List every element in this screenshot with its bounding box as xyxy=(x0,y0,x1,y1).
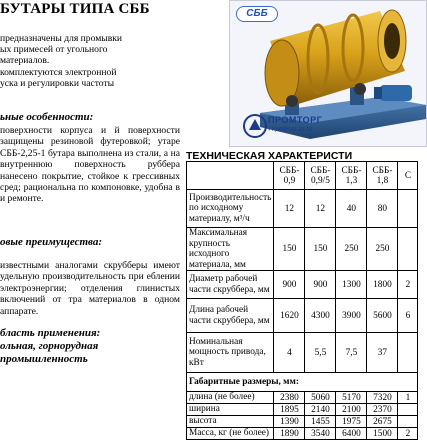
row-label: высота xyxy=(187,416,274,428)
cell: 5600 xyxy=(367,299,398,333)
table-row xyxy=(187,416,418,428)
cell xyxy=(398,190,418,228)
advantages-title: овые преимущества: xyxy=(0,236,103,248)
table-title: ТЕХНИЧЕСКАЯ ХАРАКТЕРИСТИ xyxy=(186,150,353,162)
features-title: ьные особенности: xyxy=(0,111,94,123)
intro-line: материалов. xyxy=(0,55,50,66)
advantages-text: известными аналогами скрубберы имеют удельную производительность при еблении электроэнергии; отделения глинистых включений от тра материалов в одном аппарате. xyxy=(0,260,180,317)
cell: 1390 xyxy=(274,416,305,428)
row-label: Производительность по исходному материалу, м³/ч xyxy=(187,190,274,228)
table-row xyxy=(187,299,418,333)
cell: 1890 xyxy=(274,428,305,440)
cell: 4 xyxy=(274,333,305,373)
model-header: СББ- 0,9 xyxy=(274,162,305,190)
logo-icon xyxy=(242,113,268,139)
cell: 6 xyxy=(398,299,418,333)
cell: 2 xyxy=(398,271,418,299)
features-text: поверхности корпуса и й поверхности защищены резиновой футеровкой; утаре СББ-2,25-1 бутара выполнена из стали, а на внутреннюю поверхность руббера нанесено покрытие, стойкое к грессивных сред; рациональна по компоновке, удобна в и ремонте. xyxy=(0,125,180,205)
dimensions-header-row xyxy=(187,373,418,392)
cell xyxy=(398,333,418,373)
cell: 4300 xyxy=(305,299,336,333)
intro-line: комплектуются электронной xyxy=(0,67,117,78)
table-row xyxy=(187,190,418,228)
row-label: Масса, кг (не более) xyxy=(187,428,274,440)
cell: 1300 xyxy=(336,271,367,299)
intro-line: предназначены для промывки xyxy=(0,33,123,44)
cell: 1620 xyxy=(274,299,305,333)
table-row xyxy=(187,271,418,299)
cell: 2370 xyxy=(367,404,398,416)
cell xyxy=(398,228,418,271)
row-label: Длина рабочей части скруббера, мм xyxy=(187,299,274,333)
cell: 5170 xyxy=(336,392,367,404)
cell xyxy=(398,416,418,428)
model-header: СББ- 1,8 xyxy=(367,162,398,190)
page-title: БУТАРЫ ТИПА СББ xyxy=(0,1,150,17)
product-photo xyxy=(229,0,427,147)
row-label: Максимальная крупность исходного материала, мм xyxy=(187,228,274,271)
spec-table xyxy=(186,161,418,440)
cell: 1 xyxy=(398,392,418,404)
cell: 5,5 xyxy=(305,333,336,373)
model-badge: СББ xyxy=(236,6,278,22)
cell: 7,5 xyxy=(336,333,367,373)
cell: 12 xyxy=(305,190,336,228)
company-logo xyxy=(242,113,322,145)
cell: 2380 xyxy=(274,392,305,404)
row-label: ширина xyxy=(187,404,274,416)
application-title: бласть применения: xyxy=(0,327,101,339)
cell: 1800 xyxy=(367,271,398,299)
application-line: промышленность xyxy=(0,353,88,365)
dimensions-header: Габаритные размеры, мм: xyxy=(187,373,418,392)
cell: 250 xyxy=(367,228,398,271)
cell: 80 xyxy=(367,190,398,228)
cell: 40 xyxy=(336,190,367,228)
cell: 150 xyxy=(274,228,305,271)
cell: 250 xyxy=(336,228,367,271)
cell: 2100 xyxy=(336,404,367,416)
row-label: Номинальная мощность привода, кВт xyxy=(187,333,274,373)
cell: 1895 xyxy=(274,404,305,416)
model-header: СББ- 1,3 xyxy=(336,162,367,190)
application-line: ольная, горнорудная xyxy=(0,340,99,352)
cell: 37 xyxy=(367,333,398,373)
row-label: длина (не более) xyxy=(187,392,274,404)
table-row xyxy=(187,404,418,416)
cell: 2 xyxy=(398,428,418,440)
table-row xyxy=(187,392,418,404)
cell: 1500 xyxy=(367,428,398,440)
cell: 12 xyxy=(274,190,305,228)
table-header-row xyxy=(187,162,418,190)
cell: 900 xyxy=(274,271,305,299)
table-row xyxy=(187,228,418,271)
cell: 6400 xyxy=(336,428,367,440)
cell: 7320 xyxy=(367,392,398,404)
cell: 1975 xyxy=(336,416,367,428)
intro-line: ых примесей от угольного xyxy=(0,44,108,55)
row-label: Диаметр рабочей части скруббера, мм xyxy=(187,271,274,299)
cell: 3900 xyxy=(336,299,367,333)
cell: 5060 xyxy=(305,392,336,404)
cell xyxy=(398,404,418,416)
cell: 150 xyxy=(305,228,336,271)
header-empty xyxy=(187,162,274,190)
cell: 900 xyxy=(305,271,336,299)
table-row xyxy=(187,428,418,440)
cell: 1455 xyxy=(305,416,336,428)
logo-name: ПРОМТОРГ xyxy=(268,115,323,125)
logo-phone: +7(989)632-20-19 xyxy=(268,127,313,133)
cell: 3540 xyxy=(305,428,336,440)
cell: 2140 xyxy=(305,404,336,416)
model-header: С xyxy=(398,162,418,190)
cell: 2675 xyxy=(367,416,398,428)
intro-line: уска и регулировки частоты xyxy=(0,78,115,89)
table-row xyxy=(187,333,418,373)
model-header: СББ- 0,9/5 xyxy=(305,162,336,190)
